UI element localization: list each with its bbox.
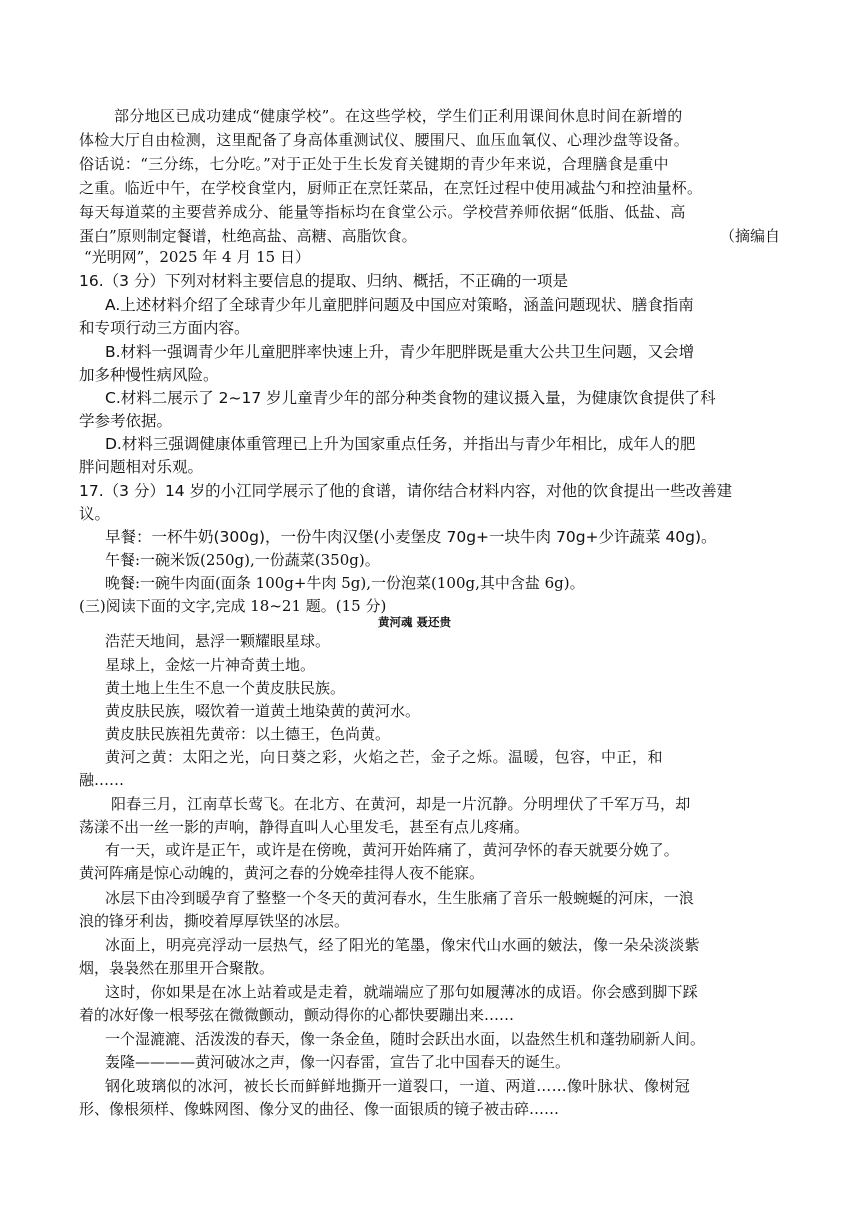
q16-option-a-cont: 和专项行动三方面内容。: [79, 319, 250, 337]
passage-line: 黄河之黄：太阳之光，向日葵之彩，火焰之芒，金子之烁。温暖，包容，中正，和: [105, 748, 664, 766]
passage-line: 黄皮肤民族，啜饮着一道黄土地染黄的黄河水。: [105, 702, 421, 720]
passage-line: 一个湿漉漉、活泼泼的春天，像一条金鱼，随时会跃出水面，以盎然生机和蓬勃刷新人间。: [105, 1030, 706, 1048]
material-line: 体检大厅自由检测，这里配备了身高体重测试仪、腰围尺、血压血氧仪、心理沙盘等设备。: [79, 131, 690, 149]
passage-line: 冰面上，明亮亮浮动一层热气，经了阳光的笔墨，像宋代山水画的皴法，像一朵朵淡淡紫: [105, 936, 700, 954]
passage-line: 浩茫天地间，悬浮一颗耀眼星球。: [105, 632, 331, 650]
material-line: 部分地区已成功建成“健康学校”。在这些学校，学生们正利用课间休息时间在新增的: [114, 107, 683, 125]
section-heading: (三)阅读下面的文字,完成 18~21 题。(15 分): [79, 597, 387, 615]
q16-option-c-cont: 学参考依据。: [79, 412, 173, 430]
passage-line: 有一天，或许是正午，或许是在傍晚，黄河开始阵痛了，黄河孕怀的春天就要分娩了。: [105, 841, 679, 859]
question-16-stem: 16.（3 分）下列对材料主要信息的提取、归纳、概括，不正确的一项是: [79, 272, 568, 290]
material-line: 每天每道菜的主要营养成分、能量等指标均在食堂公示。学校营养师依据“低脂、低盐、高: [79, 203, 686, 221]
passage-line: 冰层下由冷到暖孕育了整整一个冬天的黄河春水，生生胀痛了音乐一般蜿蜒的河床，一浪: [105, 889, 694, 907]
material-source: “光明网”，2025 年 4 月 15 日）: [84, 248, 310, 266]
passage-line: 星球上，金炫一片神奇黄土地。: [105, 656, 316, 674]
q16-option-b-cont: 加多种慢性病风险。: [79, 366, 219, 384]
menu-breakfast: 早餐：一杯牛奶(300g)，一份牛肉汉堡(小麦堡皮 70g+一块牛肉 70g+少许蔬菜 40g)。: [105, 528, 717, 546]
menu-lunch: 午餐:一碗米饭(250g),一份蔬菜(350g)。: [105, 551, 380, 569]
q16-option-b: B.材料一强调青少年儿童肥胖率快速上升，青少年肥胖既是重大公共卫生问题，又会增: [105, 343, 695, 361]
passage-line: 钢化玻璃似的冰河，被长长而鲜鲜地撕开一道裂口，一道、两道……像叶脉状、像树冠: [105, 1077, 691, 1095]
passage-line: 浪的锋牙利齿，撕咬着厚厚铁坚的冰层。: [79, 912, 350, 930]
menu-dinner: 晚餐:一碗牛肉面(面条 100g+牛肉 5g),一份泡菜(100g,其中含盐 6g)。: [105, 574, 585, 592]
material-line: 之重。临近中午，在学校食堂内，厨师正在烹饪菜品，在烹饪过程中使用减盐勺和控油量杯。: [79, 179, 703, 197]
material-line: 俗话说：“三分练，七分吃。”对于正处于生长发育关键期的青少年来说，合理膳食是重中: [79, 155, 669, 173]
passage-line: 阳春三月，江南草长莺飞。在北方、在黄河，却是一片沉静。分明埋伏了千军万马，却: [111, 795, 691, 813]
q16-option-d: D.材料三强调健康体重管理已上升为国家重点任务，并指出与青少年相比，成年人的肥: [105, 435, 696, 453]
material-line: 蛋白”原则制定餐谱，杜绝高盐、高糖、高脂饮食。: [79, 227, 417, 245]
q16-option-c: C.材料二展示了 2~17 岁儿童青少年的部分种类食物的建议摄入量，为健康饮食提供了科: [105, 389, 716, 407]
passage-line: 形、像根须样、像蛛网图、像分叉的曲径、像一面银质的镜子被击碎……: [79, 1100, 560, 1118]
passage-line: 烟，袅袅然在那里开合聚散。: [79, 959, 275, 977]
question-17-stem: 17.（3 分）14 岁的小江同学展示了他的食谱，请你结合材料内容，对他的饮食提出一些改善建: [79, 482, 733, 500]
material-source-label: （摘编自: [720, 227, 781, 245]
passage-title: 黄河魂 聂还贵: [378, 615, 452, 629]
passage-line: 着的冰好像一根琴弦在微微颤动，颤动得你的心都快要蹦出来……: [79, 1006, 515, 1024]
q16-option-a: A.上述材料介绍了全球青少年儿童肥胖问题及中国应对策略，涵盖问题现状、膳食指南: [105, 296, 694, 314]
passage-line: 黄河阵痛是惊心动魄的，黄河之春的分娩牵挂得人夜不能寐。: [79, 864, 485, 882]
question-17-stem-cont: 议。: [79, 505, 111, 523]
passage-line: 融……: [79, 771, 125, 789]
passage-line: 黄皮肤民族祖先黄帝：以土德王，色尚黄。: [105, 725, 391, 743]
passage-line: 这时，你如果是在冰上站着或是走着，就端端应了那句如履薄冰的成语。你会感到脚下踩: [105, 983, 698, 1001]
passage-line: 轰隆————黄河破冰之声，像一闪春雷，宣告了北中国春天的诞生。: [105, 1053, 571, 1071]
passage-line: 黄土地上生生不息一个黄皮肤民族。: [105, 679, 346, 697]
q16-option-d-cont: 胖问题相对乐观。: [79, 458, 204, 476]
passage-line: 荡漾不出一丝一影的声响，静得直叫人心里发毛，甚至有点儿疼痛。: [79, 818, 530, 836]
